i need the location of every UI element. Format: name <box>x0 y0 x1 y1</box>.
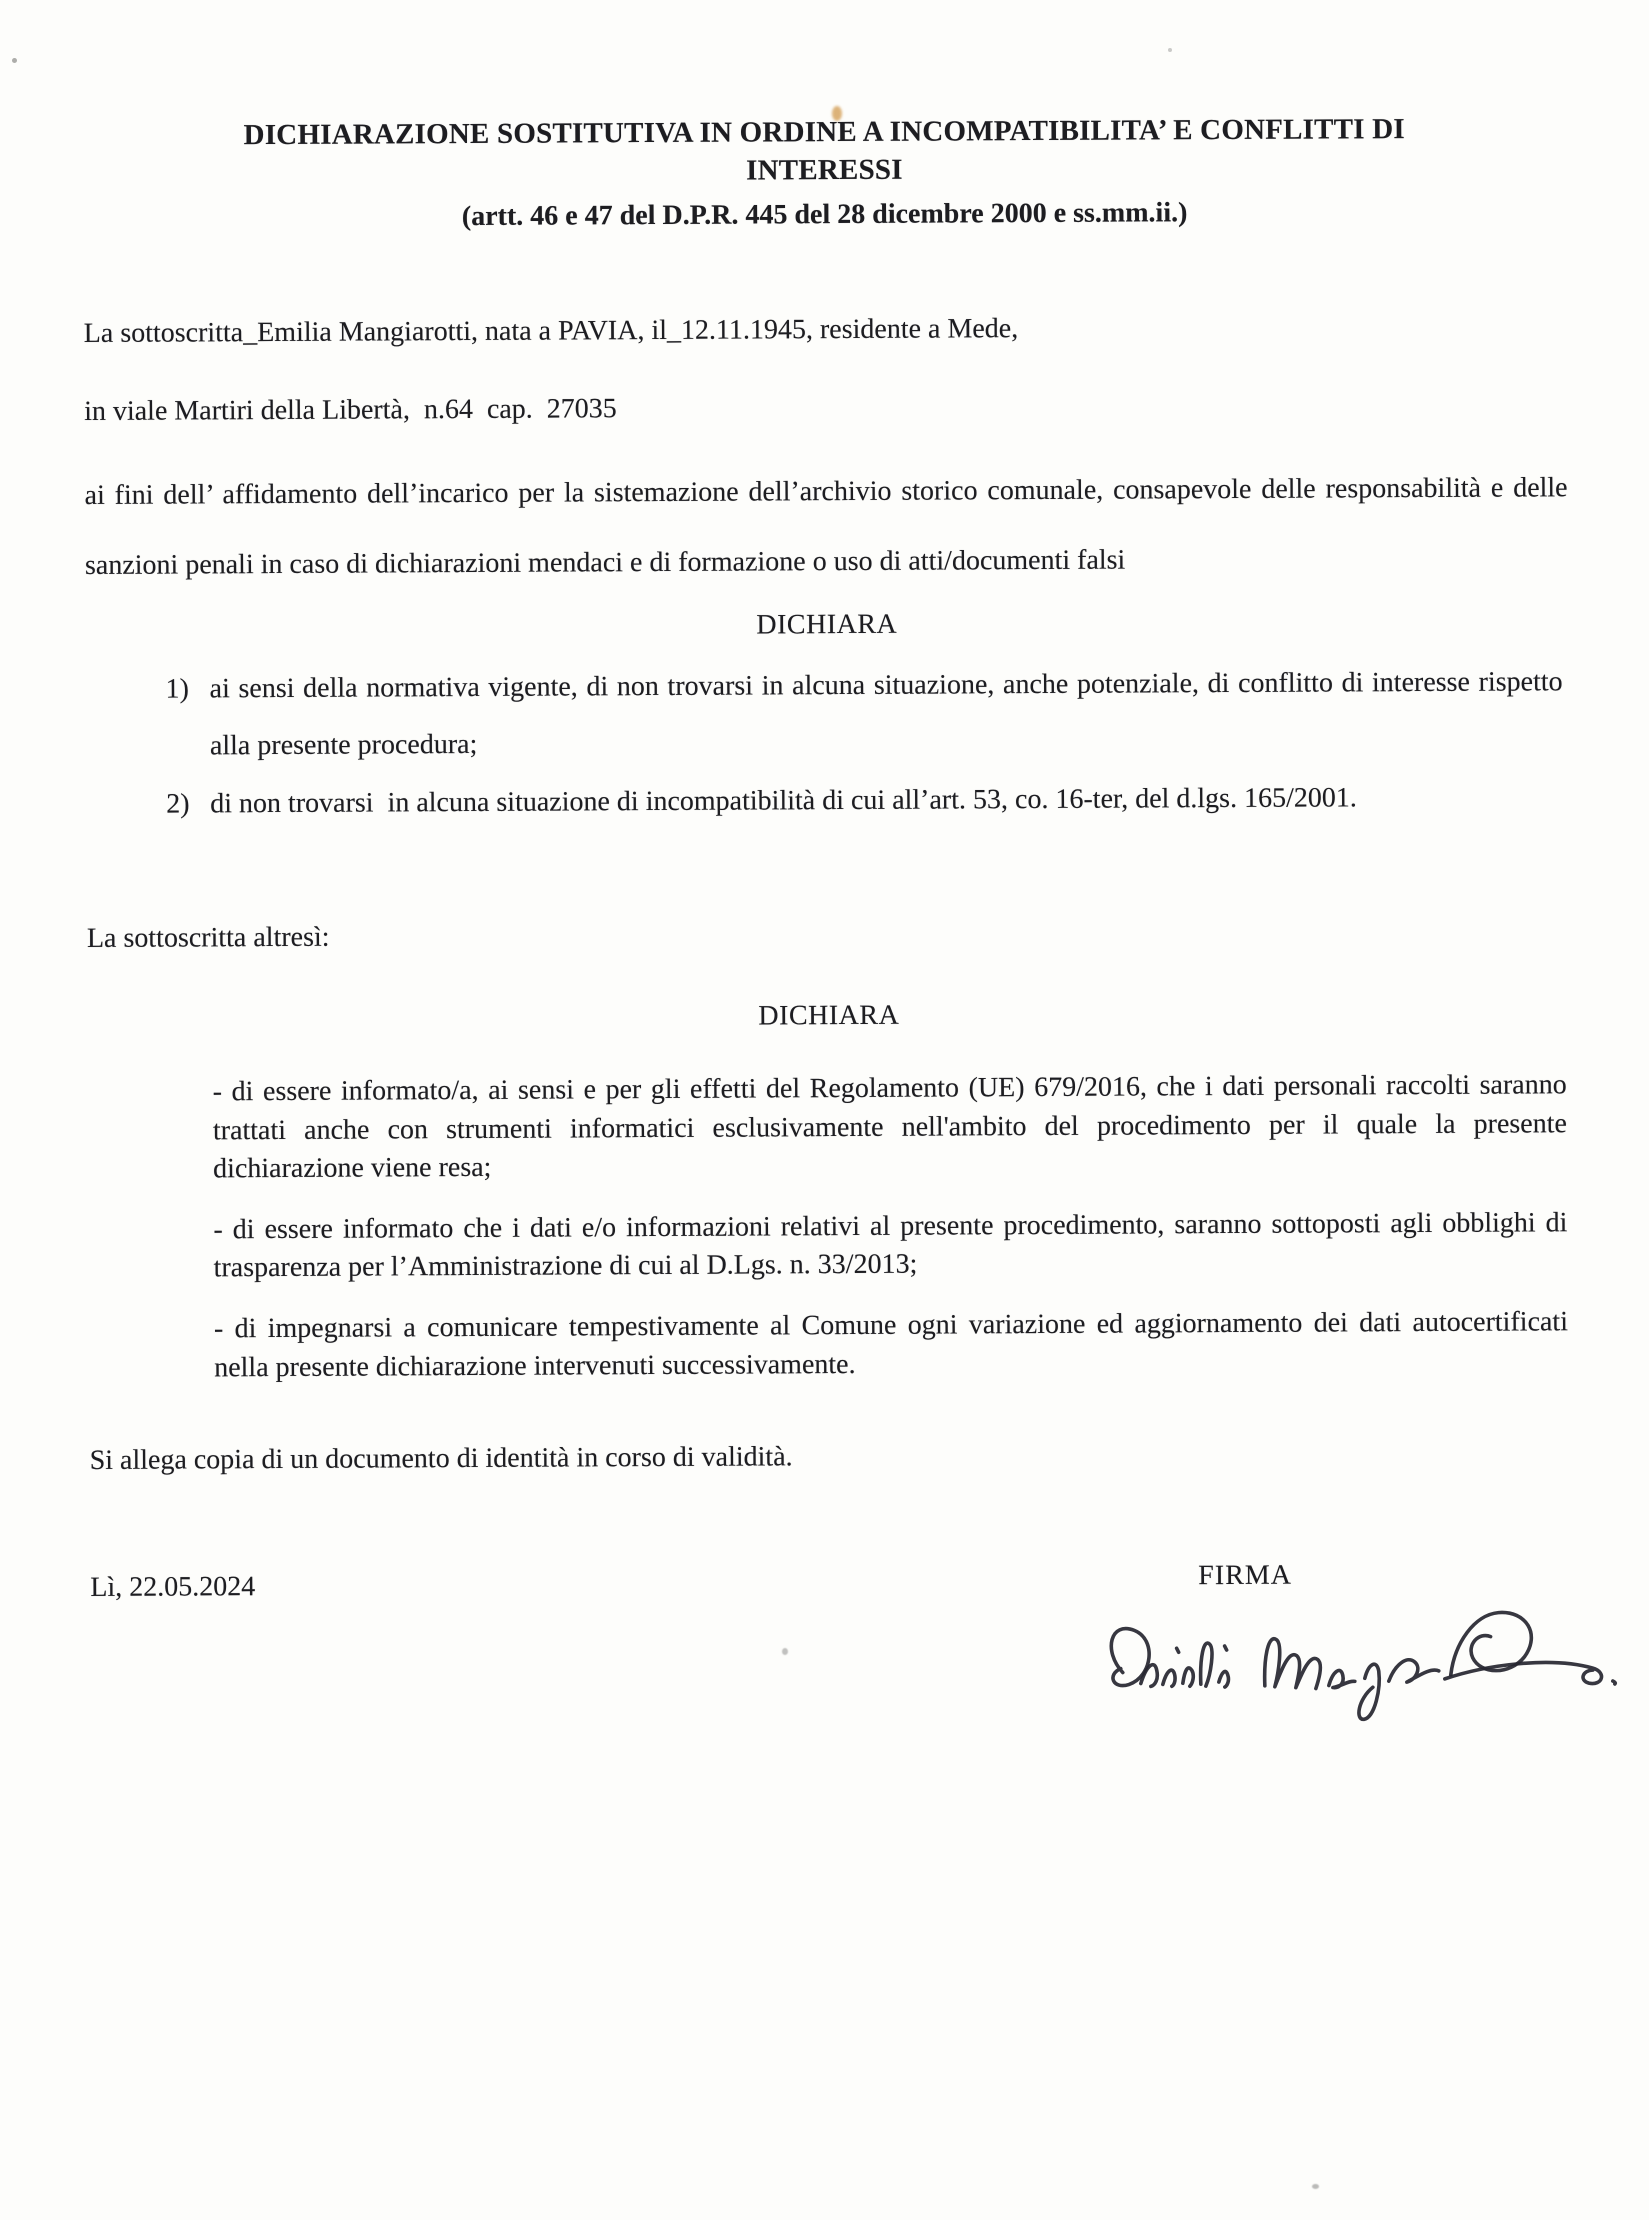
numbered-list <box>85 653 1569 833</box>
declare-heading-2: DICHIARA <box>758 999 900 1031</box>
scan-speck <box>12 58 17 63</box>
item-marker: 1) <box>165 673 190 705</box>
item-text: ai sensi della normativa vigente, di non trovarsi in alcuna situazione, anche potenziale, di conflitto di interesse rispetto alla presente procedura; <box>209 666 1563 762</box>
item-text: di non trovarsi in alcuna situazione di incompatibilità di cui all’art. 53, co. 16-ter, del d.lgs. 165/2001. <box>210 782 1357 820</box>
item-marker: 2) <box>166 788 190 820</box>
numbered-item-2 <box>166 768 1569 833</box>
signature-icon <box>1088 1584 1629 1757</box>
bullet-list <box>213 1066 1569 1387</box>
altresi-line: La sottoscritta altresì: <box>86 921 330 955</box>
numbered-item-1 <box>165 653 1569 775</box>
handwritten-signature <box>1088 1584 1629 1757</box>
date-line: Lì, 22.05.2024 <box>90 1570 256 1603</box>
signature-label: FIRMA <box>1198 1559 1293 1591</box>
attachment-note: Si allega copia di un documento di identità in corso di validità. <box>89 1441 793 1477</box>
bullet-item-1: - di essere informato/a, ai sensi e per gli effetti del Regolamento (UE) 679/2016, che i dati personali raccolti saranno trattati anche con strumenti informatici esclusivamente nell'ambito del procedimento per il quale la presente dichiarazione viene resa; <box>212 1069 1567 1185</box>
bullet-item-2: - di essere informato che i dati e/o informazioni relativi al presente procedimento, saranno sottoposti agli obblighi di trasparenza per l’Amministrazione di cui al D.Lgs. n. 33/2013; <box>213 1207 1568 1284</box>
address-line: in viale Martiri della Libertà, n.64 cap. 27035 <box>84 393 617 428</box>
scan-speck <box>1312 2184 1319 2189</box>
purpose-paragraph: ai fini dell’ affidamento dell’incarico per la sistemazione dell’archivio storico comunale, consapevole delle responsabilità e delle sanzioni penali in caso di dichiarazioni mendaci e di formazione o uso di atti/documenti falsi <box>84 471 1568 581</box>
document-title: DICHIARAZIONE SOSTITUTIVA IN ORDINE A INCOMPATIBILITA’ E CONFLITTI DI INTERESSI <box>243 113 1405 187</box>
declarant-line: La sottoscritta_Emilia Mangiarotti, nata a PAVIA, il_12.11.1945, residente a Mede, <box>83 312 1019 349</box>
bullet-item-3: - di impegnarsi a comunicare tempestivamente al Comune ogni variazione ed aggiornamento dei dati autocertificati nella presente dichiarazione intervenuti successivamente. <box>213 1306 1569 1383</box>
declare-heading-1: DICHIARA <box>756 608 898 641</box>
signature-block <box>90 1556 1575 1864</box>
document-subtitle: (artt. 46 e 47 del D.P.R. 445 del 28 dicembre 2000 e ss.mm.ii.) <box>461 197 1188 233</box>
document-content <box>82 0 1575 1864</box>
